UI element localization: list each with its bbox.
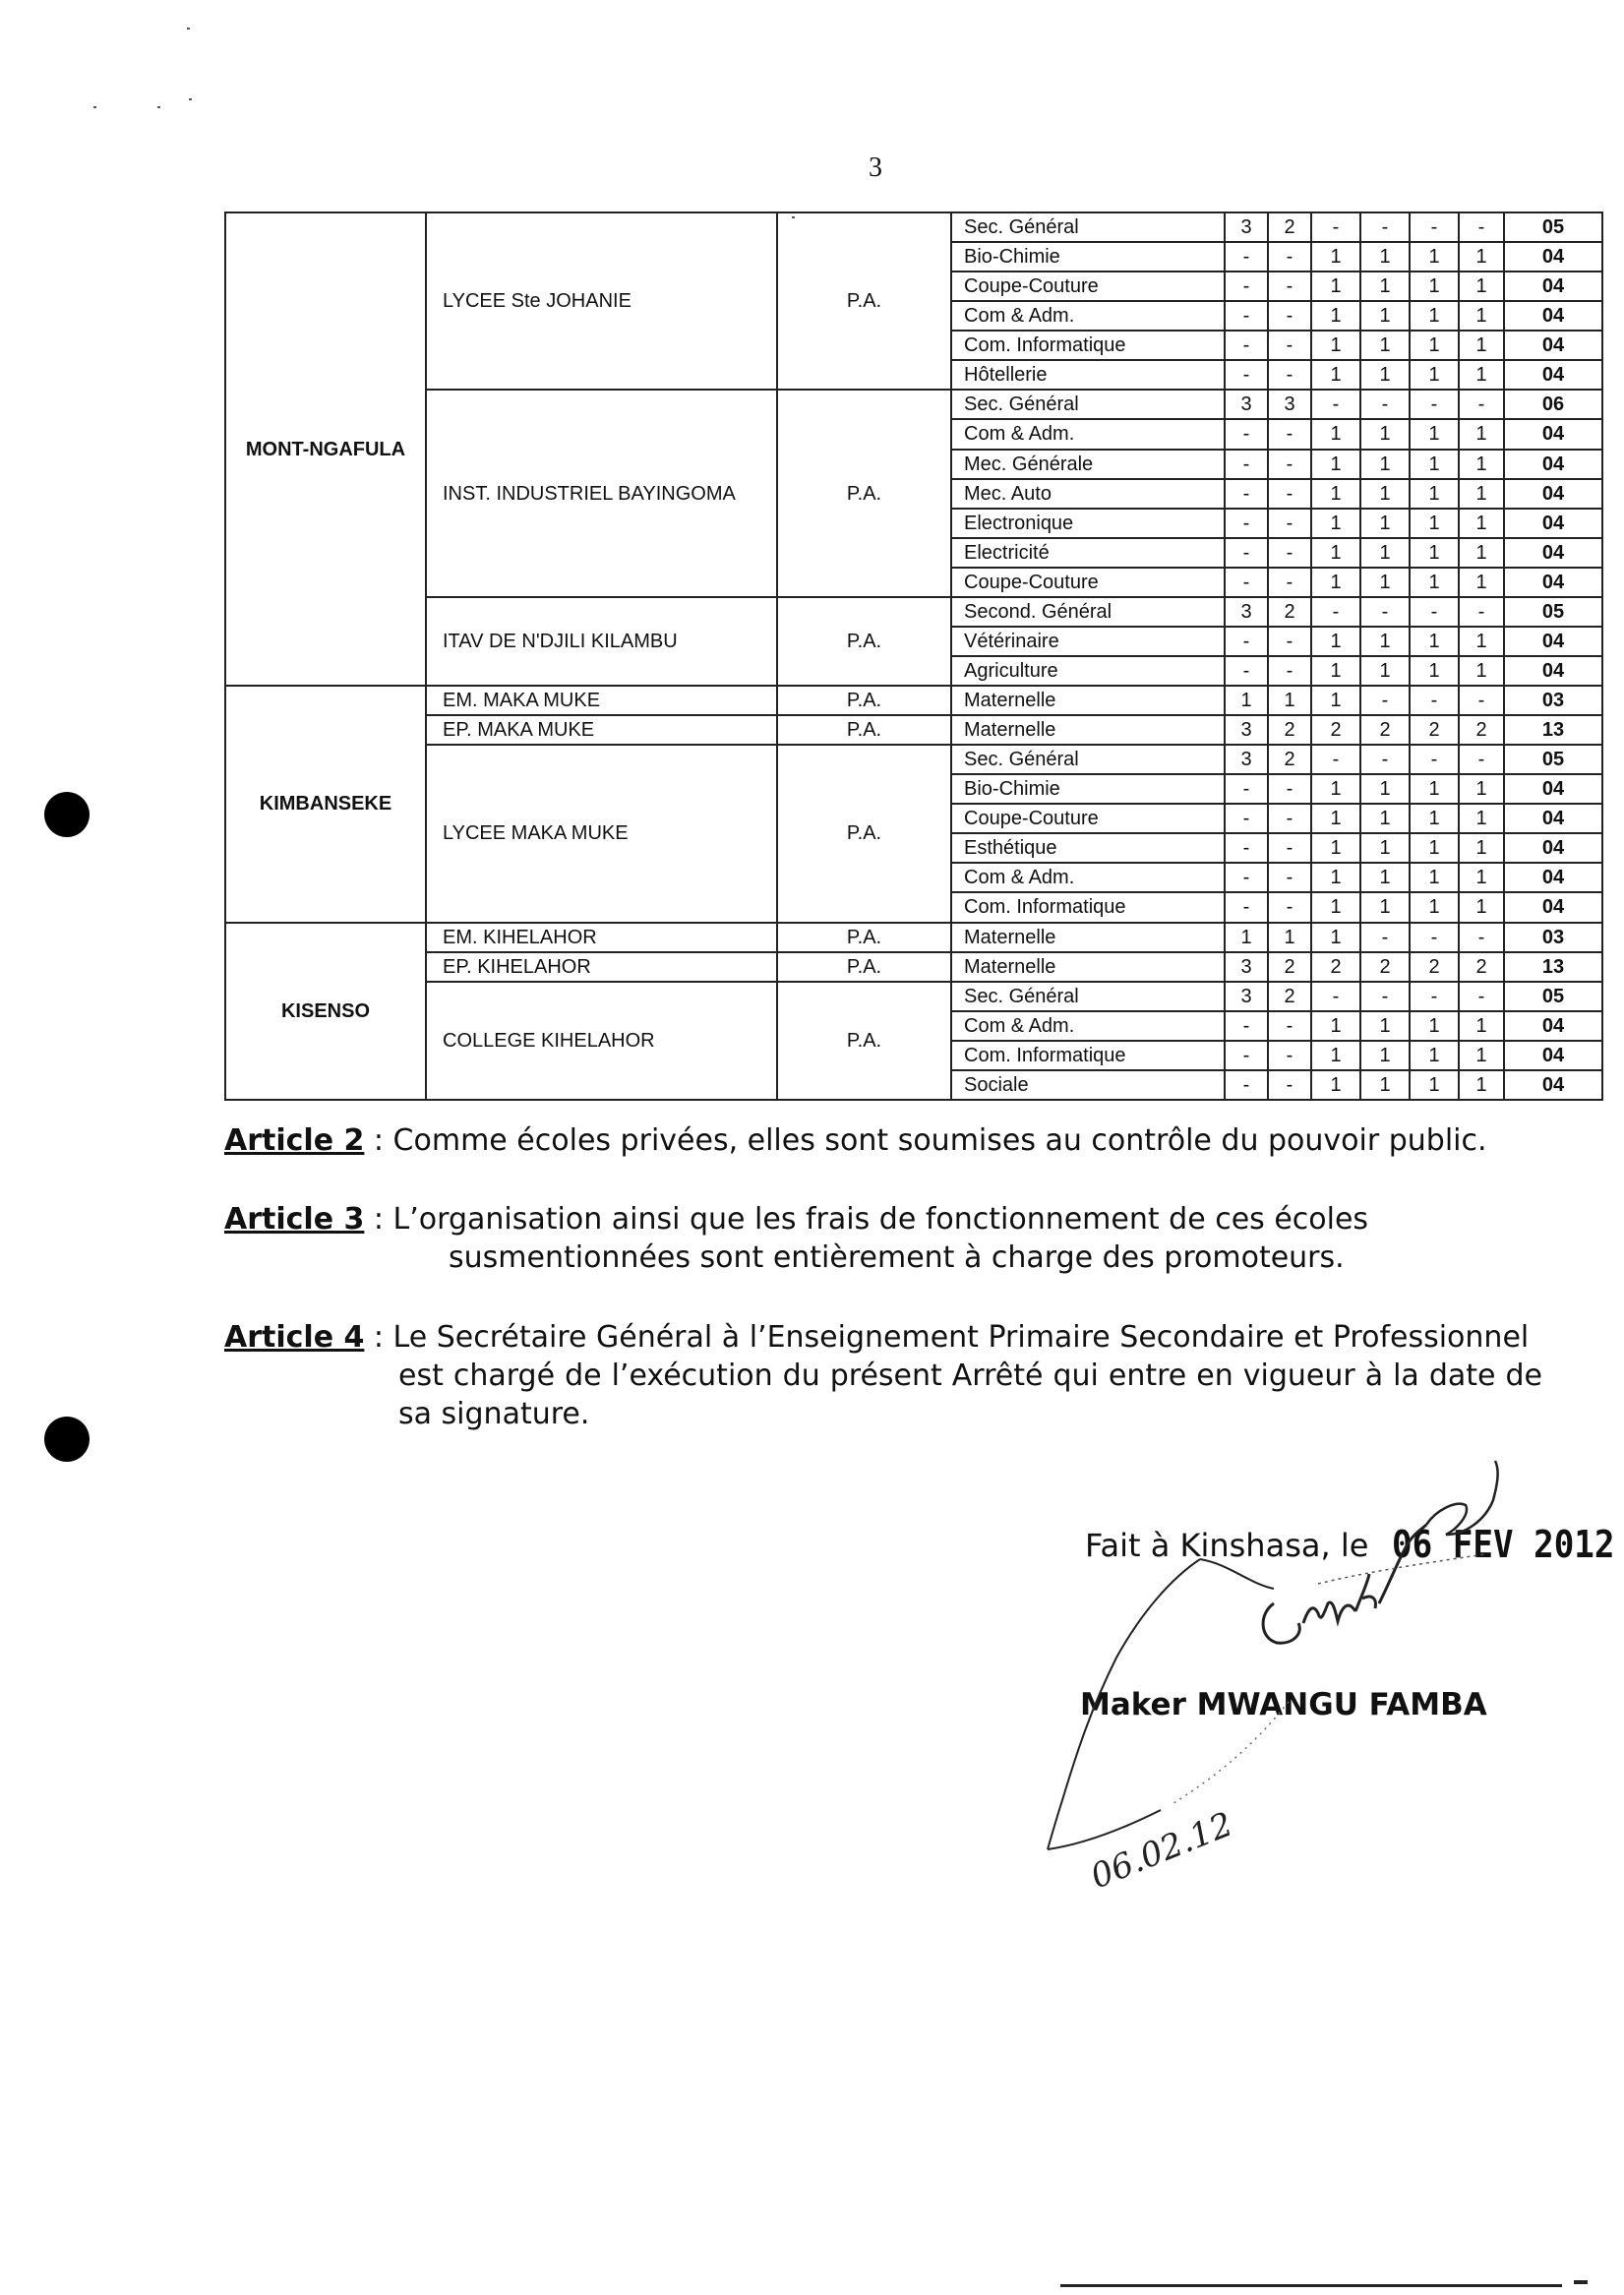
class-count-cell-5: 1 (1410, 419, 1459, 449)
school-status-cell: P.A. (777, 597, 951, 686)
total-cell: 04 (1504, 242, 1602, 272)
class-count-cell-4: 2 (1360, 952, 1410, 982)
class-count-cell-5: 1 (1410, 1011, 1459, 1041)
section-cell: Electronique (951, 509, 1225, 538)
scan-speck (157, 106, 160, 108)
section-cell: Com. Informatique (951, 1041, 1225, 1070)
class-count-cell-5: - (1410, 597, 1459, 627)
total-cell: 04 (1504, 774, 1602, 804)
class-count-cell-2: - (1268, 627, 1311, 656)
class-count-cell-4: 1 (1360, 479, 1410, 509)
class-count-cell-3: 1 (1311, 360, 1360, 390)
class-count-cell-1: - (1225, 627, 1268, 656)
class-count-cell-6: 1 (1459, 1011, 1504, 1041)
class-count-cell-1: - (1225, 1011, 1268, 1041)
place-date: Fait à Kinshasa, le (1085, 1527, 1369, 1564)
section-cell: Coupe-Couture (951, 568, 1225, 597)
class-count-cell-2: - (1268, 656, 1311, 686)
class-count-cell-6: 1 (1459, 568, 1504, 597)
class-count-cell-5: 1 (1410, 1041, 1459, 1070)
class-count-cell-4: 2 (1360, 715, 1410, 745)
schools-table (224, 211, 1603, 1101)
class-count-cell-4: 1 (1360, 1041, 1410, 1070)
commune-cell: KIMBANSEKE (225, 686, 426, 923)
class-count-cell-1: - (1225, 509, 1268, 538)
class-count-cell-3: 1 (1311, 301, 1360, 331)
section-cell: Sec. Général (951, 390, 1225, 419)
class-count-cell-4: 1 (1360, 1011, 1410, 1041)
footer-rule (1060, 2284, 1562, 2287)
section-cell: Com & Adm. (951, 419, 1225, 449)
class-count-cell-6: 1 (1459, 360, 1504, 390)
table-row (225, 390, 1602, 419)
class-count-cell-4: 1 (1360, 360, 1410, 390)
table-row (225, 597, 1602, 627)
class-count-cell-2: - (1268, 1070, 1311, 1100)
class-count-cell-4: - (1360, 982, 1410, 1011)
section-cell: Com. Informatique (951, 331, 1225, 360)
article-3-label: Article 3 (224, 1202, 365, 1237)
class-count-cell-2: - (1268, 419, 1311, 449)
section-cell: Maternelle (951, 715, 1225, 745)
school-status-cell: P.A. (777, 212, 951, 390)
section-cell: Agriculture (951, 656, 1225, 686)
class-count-cell-1: 3 (1225, 745, 1268, 774)
class-count-cell-1: - (1225, 1041, 1268, 1070)
class-count-cell-5: 1 (1410, 656, 1459, 686)
scan-speck (187, 28, 190, 30)
class-count-cell-4: 1 (1360, 863, 1410, 892)
class-count-cell-6: 1 (1459, 833, 1504, 863)
class-count-cell-2: 2 (1268, 597, 1311, 627)
class-count-cell-3: 1 (1311, 479, 1360, 509)
commune-cell: MONT-NGAFULA (225, 212, 426, 686)
class-count-cell-2: 2 (1268, 212, 1311, 242)
section-cell: Com. Informatique (951, 892, 1225, 922)
class-count-cell-1: 3 (1225, 715, 1268, 745)
article-3 (224, 1200, 1542, 1277)
class-count-cell-6: 1 (1459, 242, 1504, 272)
article-3-text-line1: : L’organisation ainsi que les frais de fonctionnement de ces écoles (364, 1202, 1369, 1237)
class-count-cell-2: - (1268, 1041, 1311, 1070)
school-status-cell: P.A. (777, 745, 951, 922)
section-cell: Com & Adm. (951, 863, 1225, 892)
class-count-cell-3: 1 (1311, 331, 1360, 360)
class-count-cell-5: 1 (1410, 538, 1459, 568)
class-count-cell-2: - (1268, 1011, 1311, 1041)
class-count-cell-5: - (1410, 745, 1459, 774)
class-count-cell-5: 1 (1410, 833, 1459, 863)
class-count-cell-6: 2 (1459, 952, 1504, 982)
class-count-cell-6: - (1459, 212, 1504, 242)
class-count-cell-1: 3 (1225, 952, 1268, 982)
class-count-cell-3: 1 (1311, 1011, 1360, 1041)
class-count-cell-6: - (1459, 597, 1504, 627)
class-count-cell-6: 1 (1459, 774, 1504, 804)
school-status-cell: P.A. (777, 982, 951, 1100)
school-name-cell: EP. MAKA MUKE (426, 715, 777, 745)
class-count-cell-2: 2 (1268, 745, 1311, 774)
class-count-cell-5: 1 (1410, 301, 1459, 331)
class-count-cell-1: - (1225, 892, 1268, 922)
class-count-cell-5: 1 (1410, 804, 1459, 833)
article-4-text-line1: : Le Secrétaire Général à l’Enseignement Primaire Secondaire et Professionnel (364, 1320, 1530, 1355)
class-count-cell-4: - (1360, 686, 1410, 715)
class-count-cell-2: - (1268, 833, 1311, 863)
total-cell: 04 (1504, 892, 1602, 922)
class-count-cell-4: 1 (1360, 804, 1410, 833)
class-count-cell-3: - (1311, 745, 1360, 774)
class-count-cell-2: - (1268, 301, 1311, 331)
class-count-cell-6: 1 (1459, 301, 1504, 331)
total-cell: 04 (1504, 450, 1602, 479)
total-cell: 05 (1504, 212, 1602, 242)
class-count-cell-3: 1 (1311, 892, 1360, 922)
class-count-cell-5: - (1410, 982, 1459, 1011)
class-count-cell-4: 1 (1360, 833, 1410, 863)
total-cell: 04 (1504, 538, 1602, 568)
class-count-cell-1: - (1225, 301, 1268, 331)
class-count-cell-3: 1 (1311, 833, 1360, 863)
class-count-cell-5: - (1410, 923, 1459, 952)
article-2 (224, 1121, 1542, 1160)
total-cell: 04 (1504, 360, 1602, 390)
class-count-cell-4: - (1360, 923, 1410, 952)
class-count-cell-3: - (1311, 390, 1360, 419)
class-count-cell-6: 1 (1459, 509, 1504, 538)
class-count-cell-6: 1 (1459, 1070, 1504, 1100)
handwritten-date: 06.02.12 (1085, 1804, 1238, 1898)
class-count-cell-5: 1 (1410, 242, 1459, 272)
commune-cell: KISENSO (225, 923, 426, 1101)
class-count-cell-6: 1 (1459, 272, 1504, 301)
section-cell: Vétérinaire (951, 627, 1225, 656)
total-cell: 13 (1504, 715, 1602, 745)
class-count-cell-6: - (1459, 390, 1504, 419)
class-count-cell-1: - (1225, 331, 1268, 360)
total-cell: 04 (1504, 301, 1602, 331)
class-count-cell-3: 1 (1311, 1041, 1360, 1070)
class-count-cell-3: 1 (1311, 568, 1360, 597)
section-cell: Maternelle (951, 952, 1225, 982)
class-count-cell-1: - (1225, 863, 1268, 892)
class-count-cell-2: - (1268, 804, 1311, 833)
class-count-cell-4: 1 (1360, 568, 1410, 597)
class-count-cell-1: - (1225, 804, 1268, 833)
total-cell: 04 (1504, 331, 1602, 360)
class-count-cell-2: - (1268, 331, 1311, 360)
class-count-cell-4: 1 (1360, 1070, 1410, 1100)
class-count-cell-1: - (1225, 419, 1268, 449)
class-count-cell-5: 1 (1410, 450, 1459, 479)
footer-tick (1574, 2280, 1588, 2284)
class-count-cell-4: - (1360, 597, 1410, 627)
class-count-cell-6: 2 (1459, 715, 1504, 745)
class-count-cell-4: 1 (1360, 774, 1410, 804)
class-count-cell-5: 1 (1410, 479, 1459, 509)
class-count-cell-4: 1 (1360, 627, 1410, 656)
class-count-cell-1: - (1225, 833, 1268, 863)
class-count-cell-2: - (1268, 538, 1311, 568)
class-count-cell-1: - (1225, 568, 1268, 597)
class-count-cell-5: 1 (1410, 331, 1459, 360)
total-cell: 13 (1504, 952, 1602, 982)
total-cell: 04 (1504, 627, 1602, 656)
class-count-cell-6: 1 (1459, 1041, 1504, 1070)
section-cell: Mec. Auto (951, 479, 1225, 509)
class-count-cell-6: - (1459, 686, 1504, 715)
class-count-cell-4: 1 (1360, 656, 1410, 686)
class-count-cell-3: 1 (1311, 656, 1360, 686)
punch-hole-top (44, 792, 90, 837)
table-row (225, 686, 1602, 715)
punch-hole-bottom (44, 1417, 90, 1462)
class-count-cell-1: - (1225, 774, 1268, 804)
section-cell: Bio-Chimie (951, 242, 1225, 272)
total-cell: 04 (1504, 656, 1602, 686)
class-count-cell-1: 3 (1225, 597, 1268, 627)
class-count-cell-4: 1 (1360, 331, 1410, 360)
school-name-cell: LYCEE Ste JOHANIE (426, 212, 777, 390)
school-status-cell: P.A. (777, 715, 951, 745)
class-count-cell-1: - (1225, 272, 1268, 301)
class-count-cell-3: - (1311, 212, 1360, 242)
date-stamp: 06 FEV 2012 (1392, 1523, 1615, 1566)
class-count-cell-5: 1 (1410, 360, 1459, 390)
class-count-cell-1: - (1225, 242, 1268, 272)
scan-speck (93, 106, 96, 108)
total-cell: 04 (1504, 479, 1602, 509)
class-count-cell-5: 1 (1410, 1070, 1459, 1100)
school-name-cell: INST. INDUSTRIEL BAYINGOMA (426, 390, 777, 596)
class-count-cell-2: - (1268, 892, 1311, 922)
class-count-cell-1: - (1225, 479, 1268, 509)
school-name-cell: LYCEE MAKA MUKE (426, 745, 777, 922)
class-count-cell-2: - (1268, 479, 1311, 509)
class-count-cell-4: 1 (1360, 450, 1410, 479)
total-cell: 04 (1504, 1011, 1602, 1041)
class-count-cell-1: - (1225, 538, 1268, 568)
class-count-cell-3: 1 (1311, 863, 1360, 892)
section-cell: Mec. Générale (951, 450, 1225, 479)
class-count-cell-3: 1 (1311, 804, 1360, 833)
class-count-cell-3: 1 (1311, 538, 1360, 568)
class-count-cell-1: 3 (1225, 982, 1268, 1011)
class-count-cell-5: 1 (1410, 892, 1459, 922)
section-cell: Maternelle (951, 923, 1225, 952)
class-count-cell-2: - (1268, 863, 1311, 892)
class-count-cell-4: 1 (1360, 538, 1410, 568)
class-count-cell-2: - (1268, 242, 1311, 272)
table-row (225, 923, 1602, 952)
class-count-cell-1: - (1225, 656, 1268, 686)
class-count-cell-1: 1 (1225, 923, 1268, 952)
total-cell: 05 (1504, 745, 1602, 774)
total-cell: 05 (1504, 982, 1602, 1011)
section-cell: Bio-Chimie (951, 774, 1225, 804)
class-count-cell-6: 1 (1459, 450, 1504, 479)
section-cell: Esthétique (951, 833, 1225, 863)
class-count-cell-5: 1 (1410, 627, 1459, 656)
total-cell: 04 (1504, 509, 1602, 538)
class-count-cell-5: 2 (1410, 952, 1459, 982)
table-row (225, 982, 1602, 1011)
section-cell: Sec. Général (951, 982, 1225, 1011)
class-count-cell-6: 1 (1459, 331, 1504, 360)
table-row (225, 745, 1602, 774)
class-count-cell-3: 1 (1311, 627, 1360, 656)
class-count-cell-3: 2 (1311, 715, 1360, 745)
total-cell: 03 (1504, 686, 1602, 715)
class-count-cell-6: 1 (1459, 892, 1504, 922)
total-cell: 04 (1504, 272, 1602, 301)
class-count-cell-4: - (1360, 745, 1410, 774)
signatory-name: Maker MWANGU FAMBA (1080, 1687, 1487, 1722)
class-count-cell-5: 1 (1410, 272, 1459, 301)
class-count-cell-2: - (1268, 450, 1311, 479)
class-count-cell-1: 3 (1225, 212, 1268, 242)
school-name-cell: EP. KIHELAHOR (426, 952, 777, 982)
class-count-cell-2: - (1268, 509, 1311, 538)
class-count-cell-1: - (1225, 360, 1268, 390)
section-cell: Com & Adm. (951, 1011, 1225, 1041)
class-count-cell-4: - (1360, 212, 1410, 242)
class-count-cell-1: 3 (1225, 390, 1268, 419)
section-cell: Second. Général (951, 597, 1225, 627)
school-status-cell: P.A. (777, 390, 951, 596)
class-count-cell-2: - (1268, 568, 1311, 597)
school-name-cell: COLLEGE KIHELAHOR (426, 982, 777, 1100)
class-count-cell-3: 1 (1311, 450, 1360, 479)
class-count-cell-2: 2 (1268, 715, 1311, 745)
class-count-cell-3: 1 (1311, 1070, 1360, 1100)
class-count-cell-2: 1 (1268, 686, 1311, 715)
section-cell: Com & Adm. (951, 301, 1225, 331)
scan-speck (189, 98, 192, 100)
class-count-cell-5: 1 (1410, 774, 1459, 804)
class-count-cell-5: - (1410, 212, 1459, 242)
class-count-cell-2: 2 (1268, 952, 1311, 982)
total-cell: 03 (1504, 923, 1602, 952)
class-count-cell-2: 3 (1268, 390, 1311, 419)
total-cell: 04 (1504, 833, 1602, 863)
total-cell: 04 (1504, 1070, 1602, 1100)
page-number: 3 (869, 152, 882, 183)
class-count-cell-6: 1 (1459, 627, 1504, 656)
total-cell: 04 (1504, 863, 1602, 892)
article-2-text: : Comme écoles privées, elles sont soumises au contrôle du pouvoir public. (364, 1123, 1487, 1158)
class-count-cell-5: 2 (1410, 715, 1459, 745)
class-count-cell-3: 1 (1311, 272, 1360, 301)
class-count-cell-3: 1 (1311, 774, 1360, 804)
class-count-cell-3: 1 (1311, 923, 1360, 952)
section-cell: Electricité (951, 538, 1225, 568)
school-status-cell: P.A. (777, 952, 951, 982)
class-count-cell-6: 1 (1459, 656, 1504, 686)
section-cell: Sec. Général (951, 745, 1225, 774)
school-status-cell: P.A. (777, 686, 951, 715)
school-name-cell: ITAV DE N'DJILI KILAMBU (426, 597, 777, 686)
table-row (225, 715, 1602, 745)
table-row (225, 212, 1602, 242)
article-4 (224, 1318, 1542, 1433)
section-cell: Coupe-Couture (951, 272, 1225, 301)
class-count-cell-4: 1 (1360, 272, 1410, 301)
section-cell: Coupe-Couture (951, 804, 1225, 833)
class-count-cell-4: 1 (1360, 419, 1410, 449)
total-cell: 04 (1504, 568, 1602, 597)
total-cell: 04 (1504, 804, 1602, 833)
class-count-cell-4: 1 (1360, 301, 1410, 331)
class-count-cell-5: 1 (1410, 863, 1459, 892)
class-count-cell-4: 1 (1360, 892, 1410, 922)
class-count-cell-2: 2 (1268, 982, 1311, 1011)
class-count-cell-1: - (1225, 450, 1268, 479)
class-count-cell-3: 2 (1311, 952, 1360, 982)
handwritten-signature (1023, 1456, 1544, 1918)
article-4-text-rest: est chargé de l’exécution du présent Arrêté qui entre en vigueur à la date de sa signature. (398, 1359, 1542, 1431)
class-count-cell-5: - (1410, 390, 1459, 419)
class-count-cell-6: 1 (1459, 804, 1504, 833)
scan-speck (792, 216, 795, 218)
class-count-cell-5: - (1410, 686, 1459, 715)
total-cell: 04 (1504, 419, 1602, 449)
class-count-cell-4: - (1360, 390, 1410, 419)
section-cell: Sociale (951, 1070, 1225, 1100)
class-count-cell-4: 1 (1360, 509, 1410, 538)
class-count-cell-2: - (1268, 360, 1311, 390)
class-count-cell-2: - (1268, 774, 1311, 804)
class-count-cell-3: 1 (1311, 686, 1360, 715)
school-name-cell: EM. KIHELAHOR (426, 923, 777, 952)
class-count-cell-6: - (1459, 745, 1504, 774)
class-count-cell-6: 1 (1459, 419, 1504, 449)
article-3-text-line2: susmentionnées sont entièrement à charge des promoteurs. (449, 1240, 1345, 1275)
class-count-cell-6: - (1459, 982, 1504, 1011)
class-count-cell-3: - (1311, 597, 1360, 627)
class-count-cell-1: 1 (1225, 686, 1268, 715)
article-2-label: Article 2 (224, 1123, 365, 1158)
class-count-cell-6: 1 (1459, 538, 1504, 568)
total-cell: 05 (1504, 597, 1602, 627)
class-count-cell-2: 1 (1268, 923, 1311, 952)
class-count-cell-3: 1 (1311, 419, 1360, 449)
section-cell: Hôtellerie (951, 360, 1225, 390)
article-4-label: Article 4 (224, 1320, 365, 1355)
school-status-cell: P.A. (777, 923, 951, 952)
class-count-cell-6: - (1459, 923, 1504, 952)
class-count-cell-4: 1 (1360, 242, 1410, 272)
class-count-cell-1: - (1225, 1070, 1268, 1100)
class-count-cell-3: 1 (1311, 509, 1360, 538)
class-count-cell-5: 1 (1410, 509, 1459, 538)
class-count-cell-3: - (1311, 982, 1360, 1011)
class-count-cell-2: - (1268, 272, 1311, 301)
section-cell: Sec. Général (951, 212, 1225, 242)
total-cell: 06 (1504, 390, 1602, 419)
table-row (225, 952, 1602, 982)
class-count-cell-5: 1 (1410, 568, 1459, 597)
class-count-cell-3: 1 (1311, 242, 1360, 272)
class-count-cell-6: 1 (1459, 863, 1504, 892)
section-cell: Maternelle (951, 686, 1225, 715)
total-cell: 04 (1504, 1041, 1602, 1070)
class-count-cell-6: 1 (1459, 479, 1504, 509)
school-name-cell: EM. MAKA MUKE (426, 686, 777, 715)
